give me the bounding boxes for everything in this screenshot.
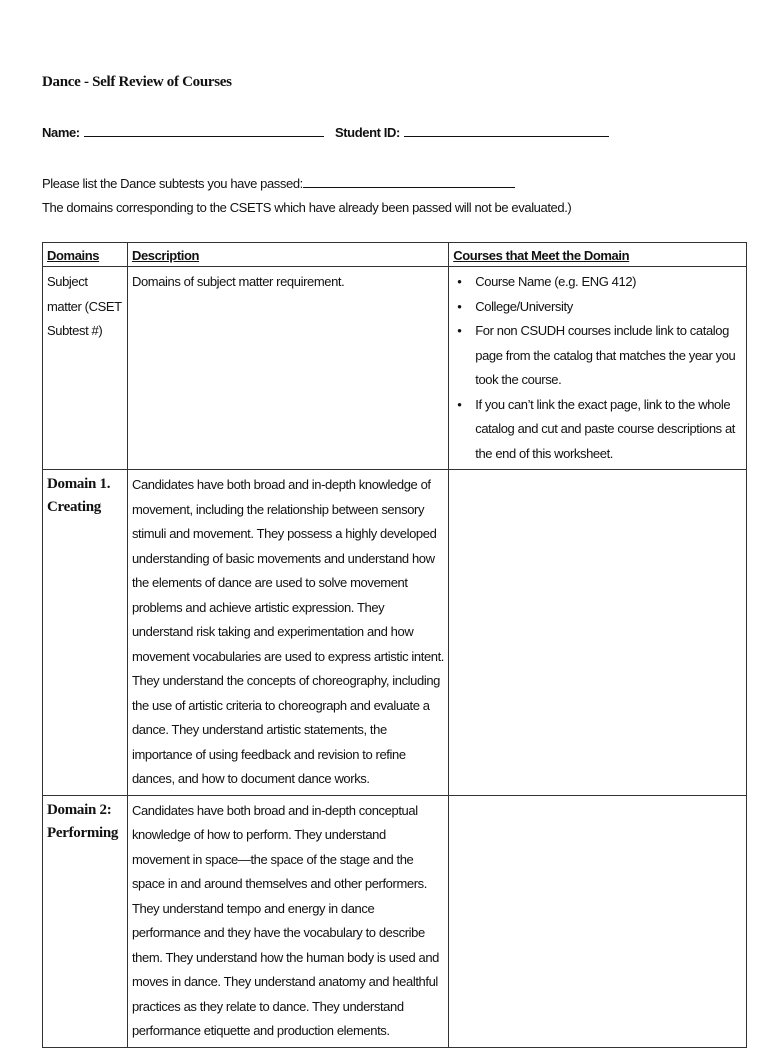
subject-description-cell: Domains of subject matter requirement. [127, 267, 448, 470]
instructions [42, 172, 571, 220]
list-item: • For non CSUDH courses include link to catalog page from the catalog that matches the year you took the course. [475, 319, 742, 393]
header-domains: Domains [43, 243, 128, 267]
subject-courses-cell[interactable] [449, 267, 747, 470]
subject-domain-cell: Subject matter (CSET Subtest #) [43, 267, 128, 470]
document-title: Dance - Self Review of Courses [42, 74, 232, 90]
student-id-field[interactable] [404, 124, 609, 137]
domain-2-courses-cell[interactable] [449, 795, 747, 1047]
subtests-prompt: Please list the Dance subtests you have passed: [42, 176, 303, 191]
list-item: • College/University [475, 295, 742, 320]
header-description: Description [127, 243, 448, 267]
student-id-label: Student ID: [334, 125, 400, 140]
list-item: • Course Name (e.g. ENG 412) [475, 270, 742, 295]
list-item: • If you can’t link the exact page, link to the whole catalog and cut and paste course descriptions at the end of this worksheet. [475, 393, 742, 467]
course-review-table [42, 242, 747, 1048]
domain-2-label: Domain 2: Performing [43, 795, 128, 1047]
domain-2-description: Candidates have both broad and in-depth conceptual knowledge of how to perform. They understand movement in space—the space of the stage and the space in and around themselves and other performers. They understand tempo and energy in dance performance and they have the vocabulary to describe them. They understand how the human body is used and moves in dance. They understand anatomy and healthful practices as they relate to dance. They understand performance etiquette and production elements. [127, 795, 448, 1047]
name-label: Name: [42, 125, 80, 140]
domain-1-label: Domain 1. Creating [43, 470, 128, 796]
domain-1-courses-cell[interactable] [449, 470, 747, 796]
header-courses: Courses that Meet the Domain [449, 243, 747, 267]
student-info-fields [42, 124, 609, 140]
domain-1-description: Candidates have both broad and in-depth knowledge of movement, including the relationship between sensory stimuli and movement. They possess a highly developed understanding of basic movements and understand how the elements of dance are used to solve movement problems and achieve artistic expression. They understand risk taking and experimentation and how movement vocabularies are used to express artistic intent. They understand the concepts of choreography, including the use of artistic criteria to choreograph and evaluate a dance. They understand artistic statements, the importance of using feedback and revision to refine dances, and how to document dance works. [127, 470, 448, 796]
table-row-domain-1 [43, 470, 747, 796]
table-row-subject-matter [43, 267, 747, 470]
course-instructions-list [453, 270, 742, 466]
name-field[interactable] [84, 124, 324, 137]
table-header-row [43, 243, 747, 267]
table-row-domain-2 [43, 795, 747, 1047]
domains-note: The domains corresponding to the CSETS which have already been passed will not be evaluated.) [42, 200, 572, 215]
subtests-field[interactable] [303, 175, 515, 188]
